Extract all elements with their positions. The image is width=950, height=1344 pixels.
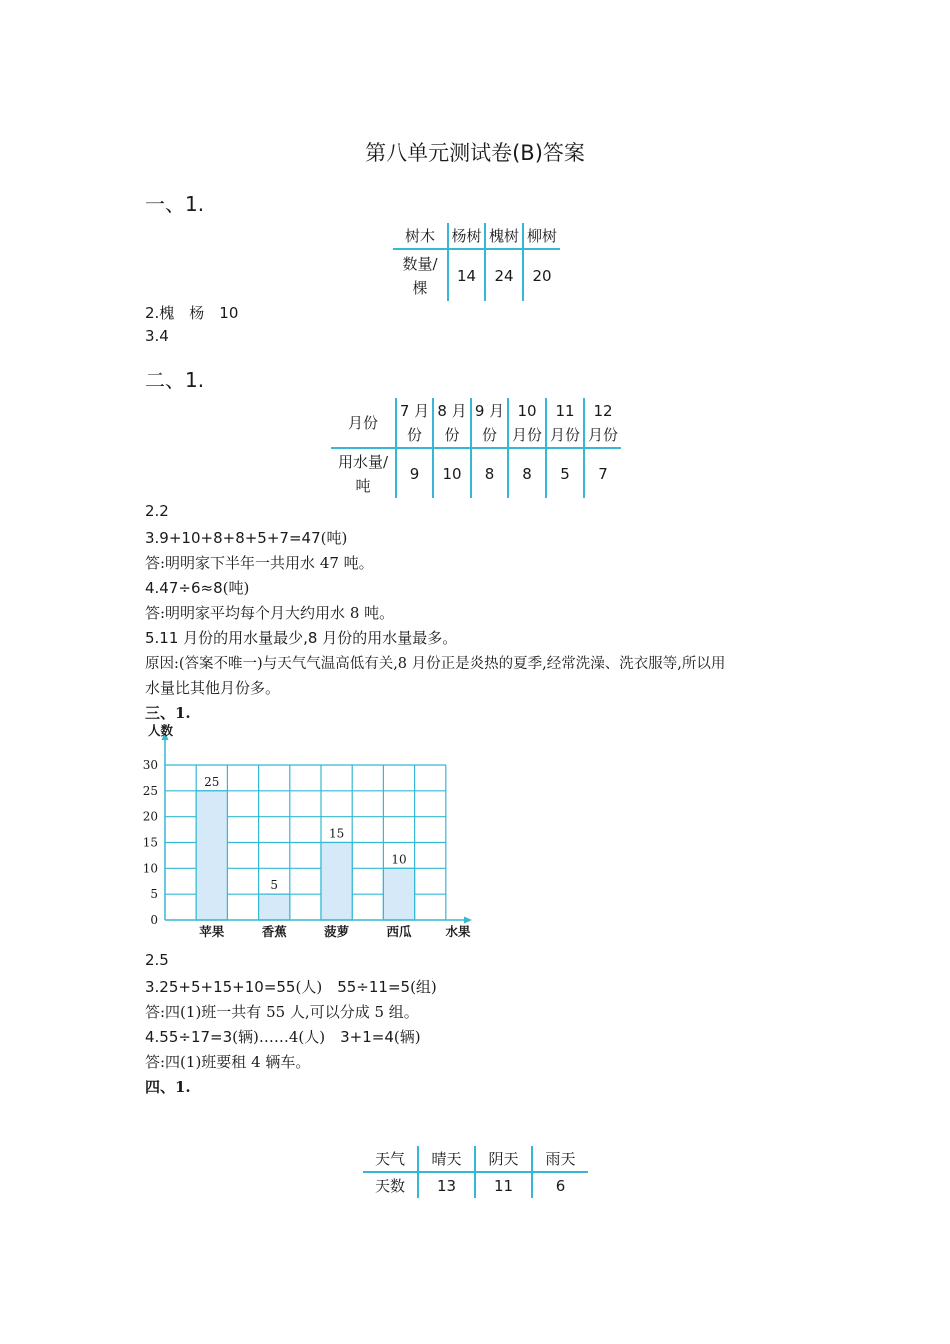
- y-tick-label: 25: [142, 783, 158, 798]
- bar: [196, 791, 227, 920]
- part2-q4: 4.47÷6≈8(吨): [145, 579, 250, 597]
- tree-table-header: 杨树: [448, 223, 485, 249]
- water-table-month: 11 月份: [546, 398, 584, 448]
- bar-value-label: 5: [270, 878, 279, 893]
- part3-q2: 2.5: [145, 951, 169, 969]
- bar-value-label: 10: [391, 852, 407, 867]
- bar: [383, 868, 414, 920]
- tree-table-cell: 24: [485, 249, 523, 301]
- section-2-heading: 二、1.: [145, 368, 205, 392]
- weather-table-cell: 6: [532, 1172, 588, 1198]
- water-table-cell: 8: [471, 448, 508, 498]
- bar-value-label: 25: [204, 774, 220, 789]
- weather-table-cell: 13: [418, 1172, 475, 1198]
- water-table-month: 7 月 份: [396, 398, 433, 448]
- part3-q3: 3.25+5+15+10=55(人) 55÷11=5(组): [145, 978, 437, 996]
- weather-table-row-label: 天数: [374, 1177, 405, 1195]
- part3-q4-answer: 答:四(1)班要租 4 辆车。: [145, 1053, 311, 1071]
- water-table: [331, 398, 621, 498]
- tree-table-row-label: 数量/ 棵: [402, 254, 438, 297]
- water-table-month: 9 月 份: [471, 398, 508, 448]
- part2-q3-answer: 答:明明家下半年一共用水 47 吨。: [145, 554, 374, 572]
- part2-q5: 5.11 月份的用水量最少,8 月份的用水量最多。: [145, 629, 458, 647]
- y-tick-label: 0: [150, 913, 158, 927]
- x-category-label: 西瓜: [386, 924, 412, 939]
- page-title: 第八单元测试卷(B)答案: [365, 141, 585, 165]
- weather-table-cell: 11: [475, 1172, 532, 1198]
- x-axis-arrow-icon: [464, 917, 472, 924]
- water-table-month: 10 月份: [508, 398, 546, 448]
- water-table-month: 8 月 份: [433, 398, 471, 448]
- part3-q4: 4.55÷17=3(辆)……4(人) 3+1=4(辆): [145, 1028, 421, 1046]
- y-tick-label: 5: [150, 887, 158, 902]
- water-table-row-label: 用水量/ 吨: [337, 452, 389, 495]
- x-category-label: 苹果: [199, 924, 225, 939]
- y-tick-label: 20: [142, 809, 158, 824]
- part2-q5-reason-cont: 水量比其他月份多。: [145, 679, 281, 697]
- weather-table-header: 雨天: [532, 1146, 588, 1172]
- tree-table-header: 柳树: [523, 223, 560, 249]
- part1-q2: 2.槐 杨 10: [145, 304, 239, 322]
- water-table-month: 12 月份: [584, 398, 621, 448]
- y-tick-label: 30: [142, 758, 158, 772]
- water-table-cell: 7: [584, 448, 621, 498]
- fruit-bar-chart: [140, 718, 480, 940]
- water-table-cell: 8: [508, 448, 546, 498]
- tree-table-cell: 20: [523, 249, 560, 301]
- bar-value-label: 15: [328, 826, 345, 841]
- weather-table: [363, 1146, 588, 1198]
- y-tick-label: 10: [142, 861, 158, 876]
- y-tick-label: 15: [142, 835, 158, 850]
- part2-q4-answer: 答:明明家平均每个月大约用水 8 吨。: [145, 604, 395, 622]
- section-1-heading: 一、1.: [145, 192, 205, 216]
- section-4-heading: 四、1.: [145, 1078, 191, 1096]
- y-axis-title: 人数: [148, 723, 174, 738]
- water-table-cell: 5: [546, 448, 584, 498]
- bar: [321, 843, 352, 921]
- weather-table-header: 阴天: [475, 1146, 532, 1172]
- tree-table: [393, 223, 560, 301]
- tree-table-header: 树木: [393, 223, 448, 249]
- bar: [259, 894, 290, 920]
- weather-table-header: 晴天: [418, 1146, 475, 1172]
- tree-table-cell: 14: [448, 249, 485, 301]
- part3-q3-answer: 答:四(1)班一共有 55 人,可以分成 5 组。: [145, 1003, 419, 1021]
- tree-table-header: 槐树: [485, 223, 523, 249]
- part2-q3: 3.9+10+8+8+5+7=47(吨): [145, 529, 348, 547]
- water-table-cell: 10: [433, 448, 471, 498]
- water-table-cell: 9: [396, 448, 433, 498]
- part2-q2: 2.2: [145, 502, 169, 520]
- x-category-label: 菠萝: [324, 924, 350, 939]
- part2-q5-reason: 原因:(答案不唯一)与天气气温高低有关,8 月份正是炎热的夏季,经常洗澡、洗衣服等,所以用: [145, 656, 726, 672]
- x-category-label: 香蕉: [261, 924, 287, 939]
- weather-table-header: 天气: [363, 1146, 418, 1172]
- section-3-heading: 三、1.: [145, 704, 191, 722]
- x-axis-title: 水果: [445, 924, 471, 939]
- part1-q3: 3.4: [145, 327, 169, 345]
- water-table-header: 月份: [331, 398, 396, 448]
